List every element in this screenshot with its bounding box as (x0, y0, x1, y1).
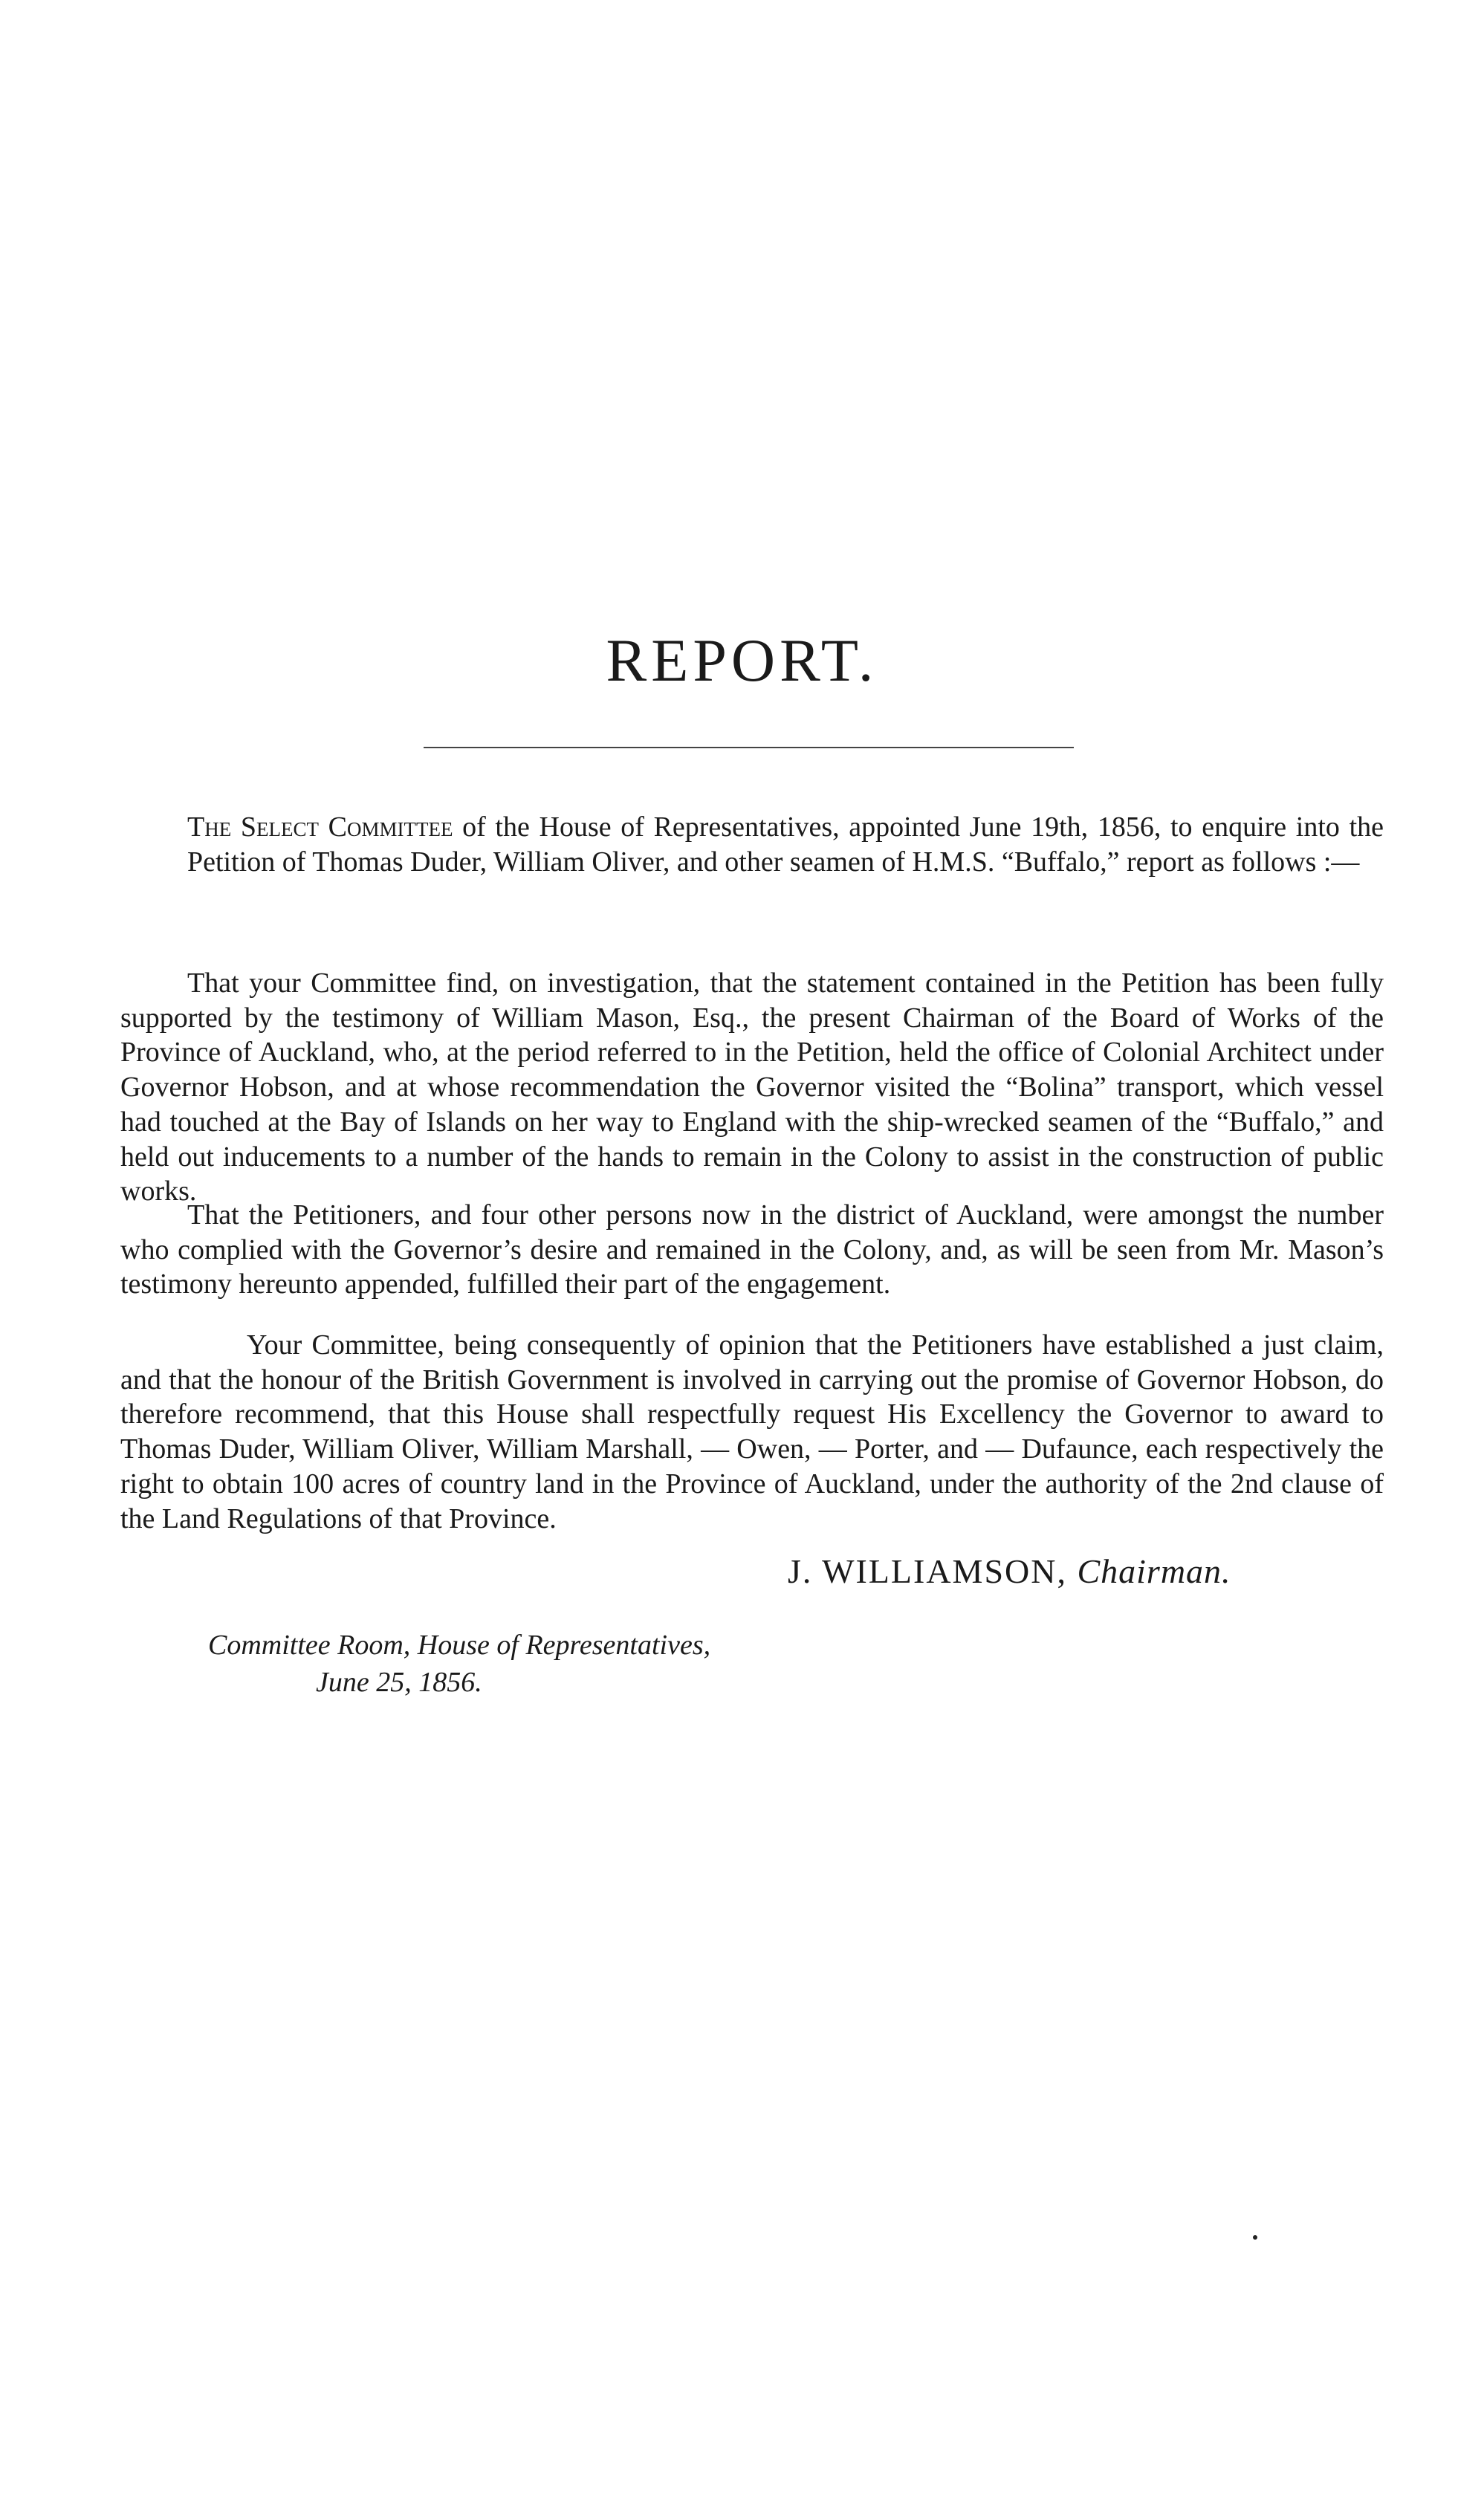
recommendation-paragraph: Your Committee, being consequently of opinion that the Petitioners have established a just claim, and that the honour of the British Government is involved in carrying out the promise of Governor Hobson, do therefore recommend, that this House shall respectfully request His Excellency the Governor to award to Thomas Duder, William Oliver, William Marshall, — Owen, — Porter, and — Dufaunce, each respectively the right to obtain 100 acres of country land in the Province of Auckland, under the authority of the 2nd clause of the Land Regulations of that Province. (120, 1329, 1384, 1534)
finding-paragraph: That your Committee find, on investigation, that the statement contained in the Petition has been fully supported by the testimony of William Mason, Esq., the present Chairman of the Board of Works of the Province of Auckland, who, at the period referred to in the Petition, held the office of Colonial Architect under Governor Hobson, and at whose recommendation the Governor visited the “Bolina” transport, which vessel had touched at the Bay of Islands on her way to England with the ship-wrecked seamen of the “Buffalo,” and held out inducements to a number of the hands to remain in the Colony to assist in the construction of public works. (120, 967, 1384, 1207)
title-divider (424, 747, 1074, 748)
signature-name: J. WILLIAMSON, (788, 1552, 1067, 1590)
page-mark (1253, 2235, 1257, 2240)
signature-role: Chairman. (1077, 1552, 1231, 1590)
intro-lead: The Select Committee (187, 811, 453, 843)
intro-text: of the House of Representatives, appointed June 19th, 1856, to enquire into the Petition of Thomas Duder, William Oliver, and other seamen of H.M.S. “Buffalo,” report as follows :— (187, 811, 1384, 878)
report-title: REPORT. (606, 626, 878, 694)
intro-paragraph (120, 810, 1384, 879)
signature (788, 1552, 1231, 1590)
committee-room-line: Committee Room, House of Representatives, (208, 1630, 711, 1661)
petitioners-paragraph: That the Petitioners, and four other persons now in the district of Auckland, were amongst the number who complied with the Governor’s desire and remained in the Colony, and, as will be seen from Mr. Mason’s testimony hereunto appended, fulfilled their part of the engagement. (120, 1199, 1384, 1300)
report-date: June 25, 1856. (316, 1667, 482, 1698)
